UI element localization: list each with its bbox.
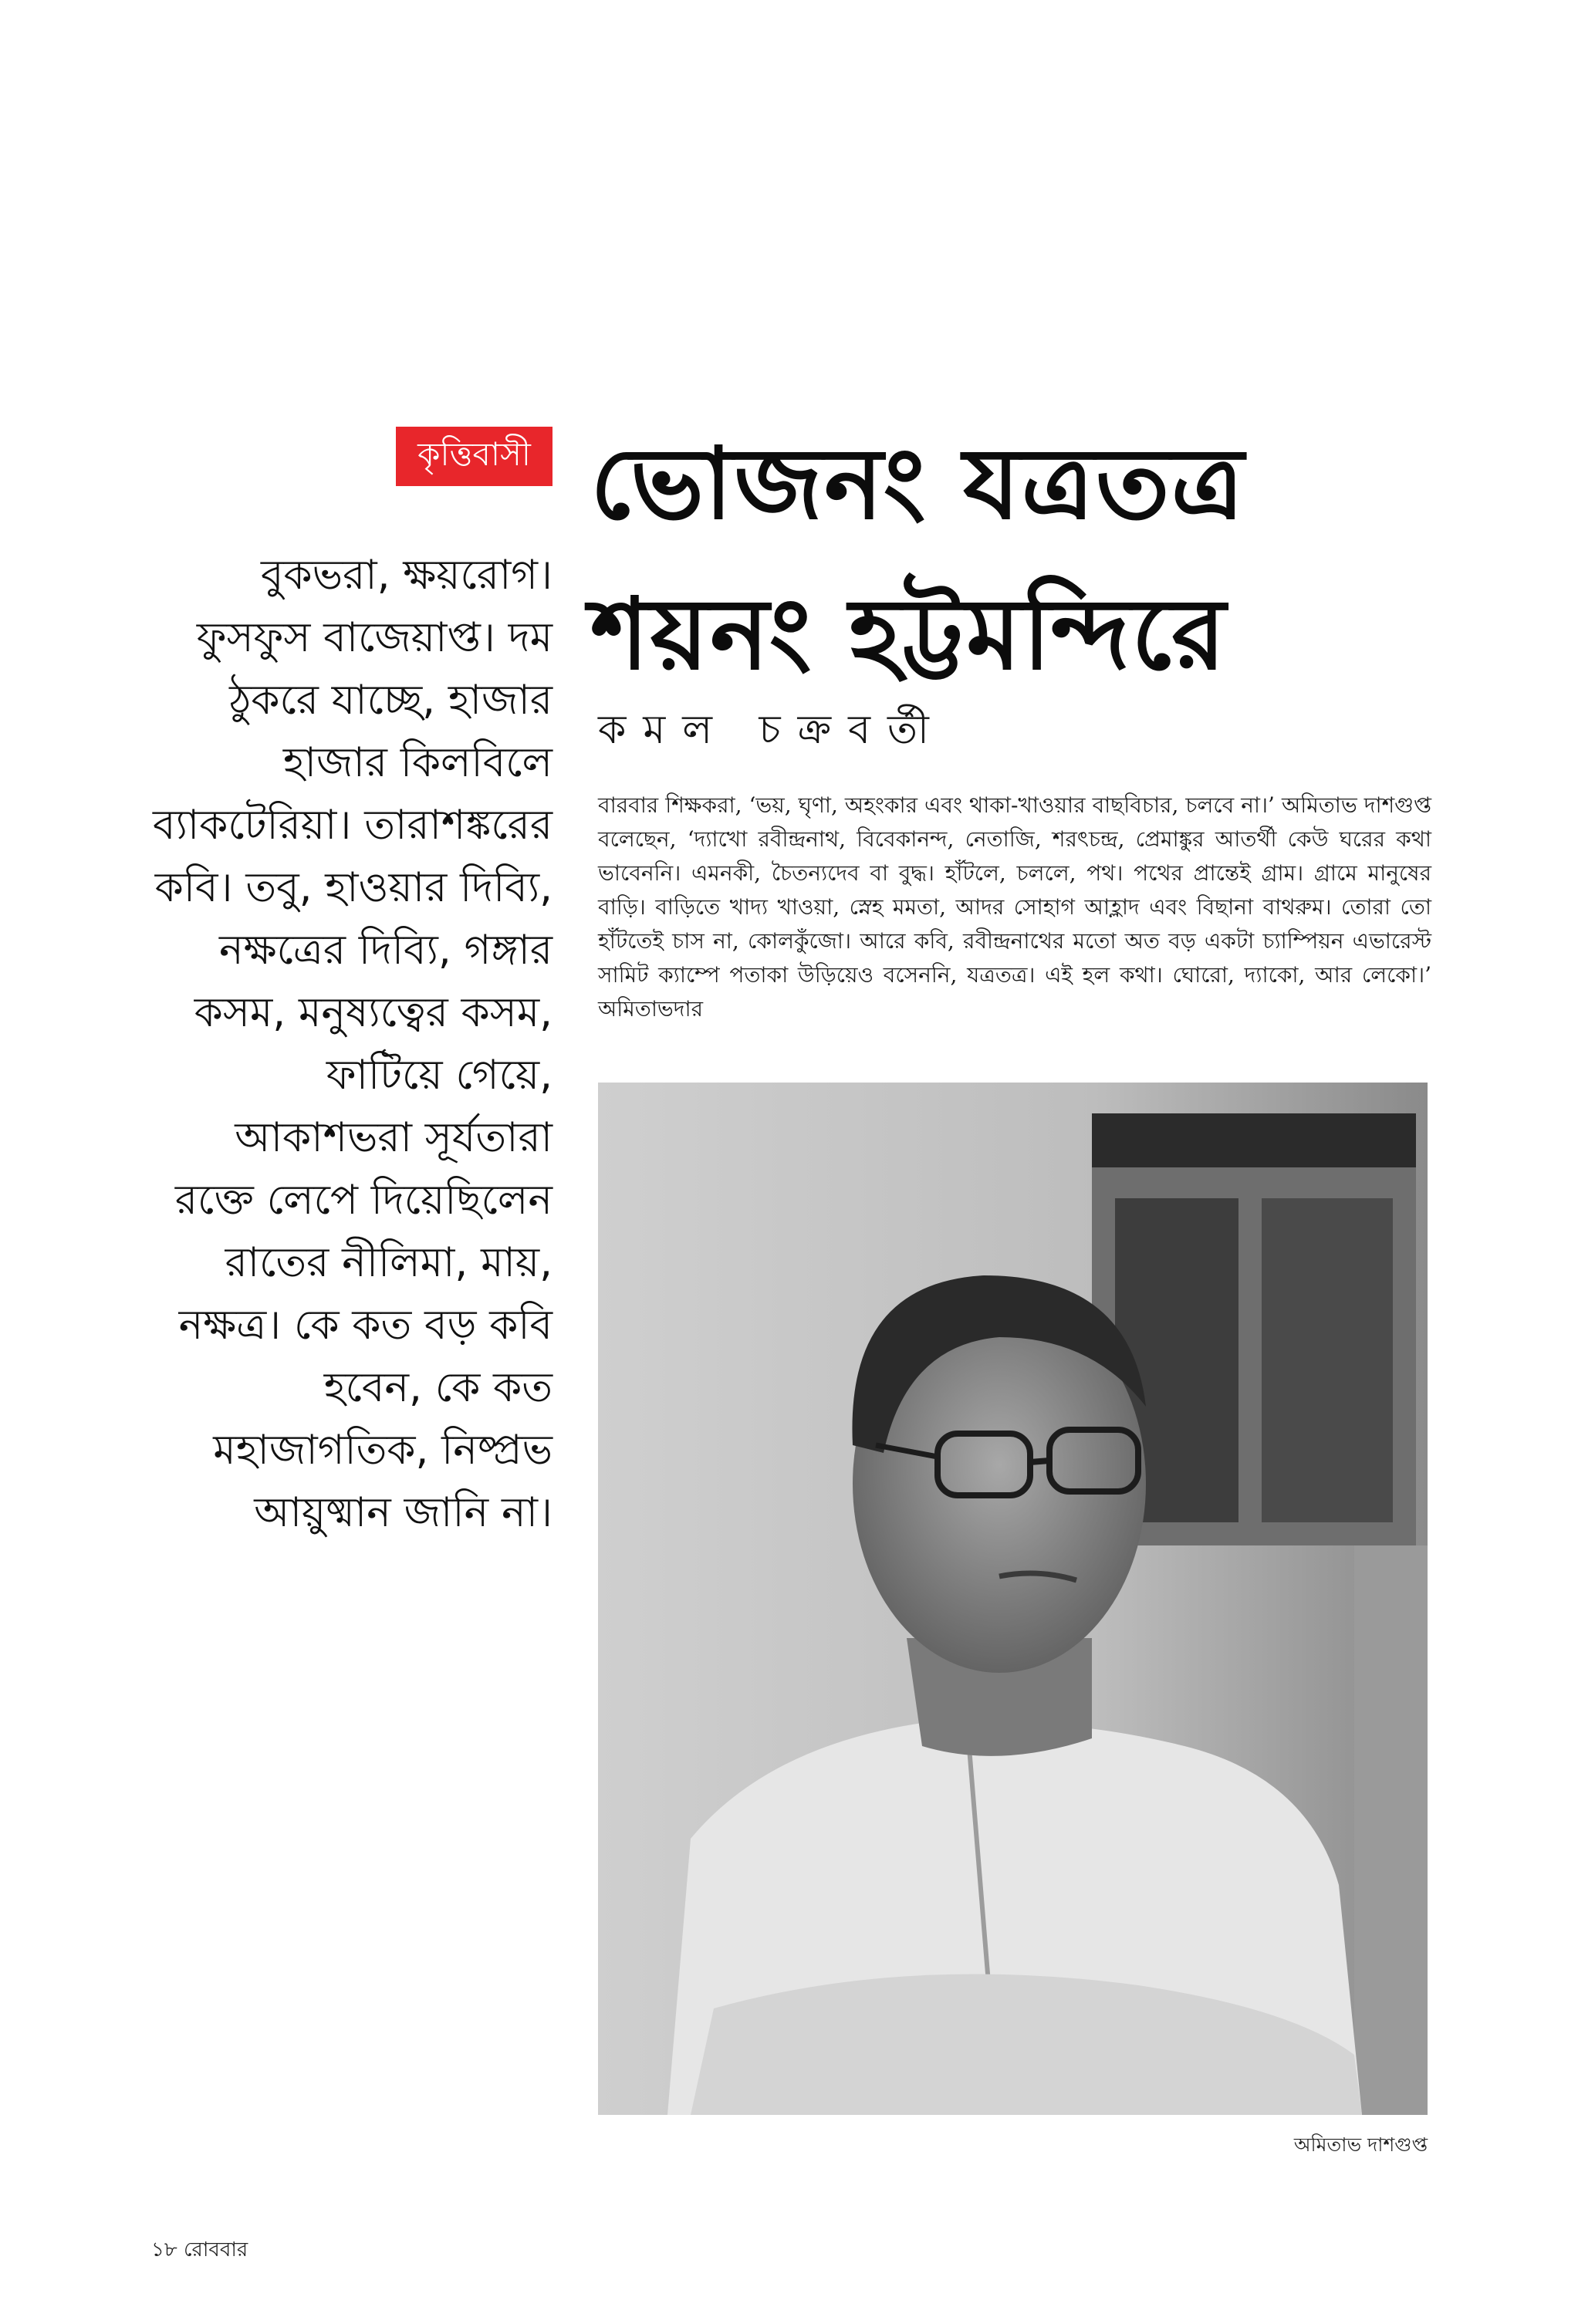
headline-line-1: ভোজনং যত্রতত্র <box>590 427 1245 542</box>
page-folio: ১৮ রোববার <box>151 2238 248 2262</box>
photo-caption: অমিতাভ দাশগুপ্ত <box>1293 2133 1428 2156</box>
section-tag: কৃত্তিবাসী <box>396 427 553 486</box>
portrait-illustration <box>598 1083 1428 2115</box>
article-body: বারবার শিক্ষকরা, ‘ভয়, ঘৃণা, অহংকার এবং থাকা-খাওয়ার বাছবিচার, চলবে না।’ অমিতাভ দাশগুপ্ত বলেছেন, ‘দ্যাখো রবীন্দ্রনাথ, বিবেকানন্দ, নেতাজি, শরৎচন্দ্র, প্রেমাঙ্কুর আতর্থী কেউ ঘরের কথা ভাবেননি। এমনকী, চৈতন্যদেব বা বুদ্ধ। হাঁটলে, চললে, পথ। পথের প্রান্তেই গ্রাম। গ্রামে মানুষের বাড়ি। বাড়িতে খাদ্য খাওয়া, স্নেহ মমতা, আদর সোহাগ আহ্লাদ এবং বিছানা বাথরুম। তোরা তো হাঁটতেই চাস না, কোলকুঁজো। আরে কবি, রবীন্দ্রনাথের মতো অত বড় একটা চ্যাম্পিয়ন এভারেস্ট সামিট ক্যাম্পে পতাকা উড়িয়েও বসেননি, যত্রতত্র। এই হল কথা। ঘোরো, দ্যাকো, আর লেকো।’ অমিতাভদার <box>598 792 1431 1022</box>
headline <box>590 409 1485 710</box>
author-byline: কমল চক্রবর্তী <box>598 707 946 753</box>
headline-line-2: শয়নং হট্টমন্দিরে <box>590 577 1228 692</box>
pull-quote: বুকভরা, ক্ষয়রোগ। ফুসফুস বাজেয়াপ্ত। দম ঠুকরে যাচ্ছে, হাজার হাজার কিলবিলে ব্যাকটেরিয়া। তারাশঙ্করের কবি। তবু, হাওয়ার দিব্যি, নক্ষত্রের দিব্যি, গঙ্গার কসম, মনুষ্যত্বের কসম, ফাটিয়ে গেয়ে, আকাশভরা সূর্যতারা রক্তে লেপে দিয়েছিলেন রাতের নীলিমা, মায়, নক্ষত্র। কে কত বড় কবি হবেন, কে কত মহাজাগতিক, নিষ্প্রভ আয়ুষ্মান জানি না। <box>153 552 553 1536</box>
portrait-photo <box>598 1083 1428 2115</box>
